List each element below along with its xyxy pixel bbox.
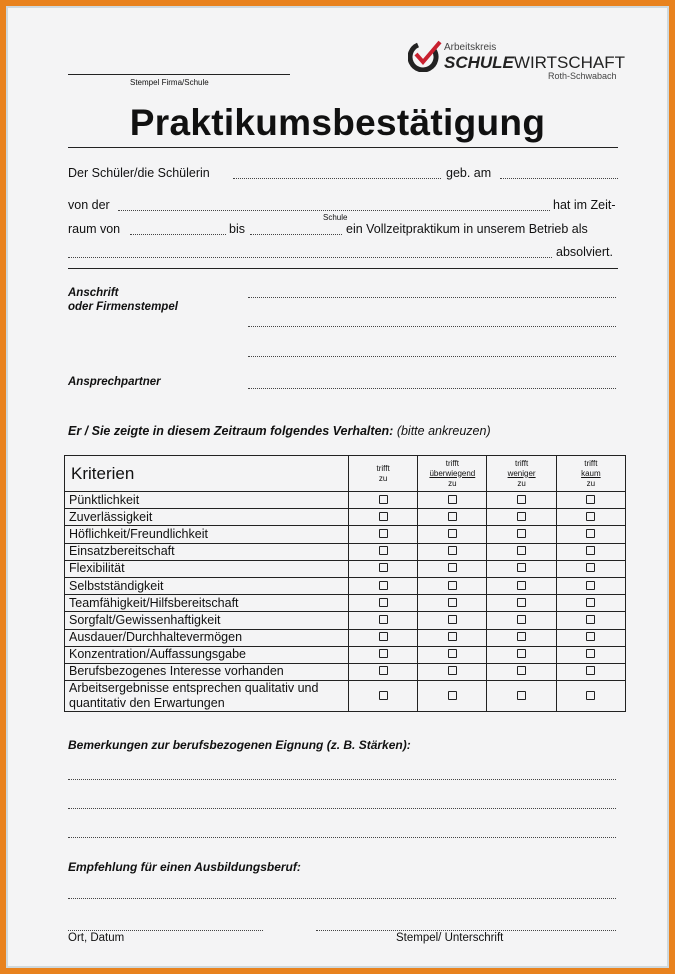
contact-label: Ansprechpartner — [68, 376, 161, 388]
checkbox[interactable] — [448, 581, 457, 590]
checkbox[interactable] — [586, 691, 595, 700]
checkbox[interactable] — [586, 495, 595, 504]
criterion-label: Zuverlässigkeit — [65, 509, 349, 526]
logo-text-2: SCHULEWIRTSCHAFT — [444, 53, 626, 72]
table-row — [65, 509, 626, 526]
table-row — [65, 612, 626, 629]
checkbox[interactable] — [517, 546, 526, 555]
rating-cell — [487, 681, 556, 712]
document-page — [6, 6, 669, 968]
checkbox[interactable] — [517, 495, 526, 504]
checkbox[interactable] — [586, 632, 595, 641]
school-field[interactable] — [118, 210, 550, 211]
criterion-label: Sorgfalt/Gewissenhaftigkeit — [65, 612, 349, 629]
rating-cell — [349, 543, 418, 560]
rating-cell — [487, 629, 556, 646]
stamp-label: Stempel Firma/Schule — [130, 78, 209, 87]
criterion-label: Höflichkeit/Freundlichkeit — [65, 526, 349, 543]
rating-cell — [349, 492, 418, 509]
rating-cell — [349, 560, 418, 577]
checkbox[interactable] — [586, 649, 595, 658]
checkbox[interactable] — [379, 563, 388, 572]
from-label: von der — [68, 198, 110, 212]
checkbox[interactable] — [379, 666, 388, 675]
remarks-field-3[interactable] — [68, 837, 616, 838]
checkbox[interactable] — [379, 581, 388, 590]
column-header-3: trifft weniger zu — [487, 456, 556, 492]
criterion-label: Ausdauer/Durchhaltevermögen — [65, 629, 349, 646]
criterion-label: Arbeitsergebnisse entsprechen qualitativ und quantitativ den Erwartungen — [65, 681, 349, 712]
rating-cell — [556, 629, 625, 646]
rating-cell — [349, 612, 418, 629]
signature-field[interactable] — [316, 930, 616, 931]
position-field[interactable] — [68, 257, 552, 258]
born-label: geb. am — [446, 166, 492, 180]
checkbox[interactable] — [379, 598, 388, 607]
table-row — [65, 492, 626, 509]
birthdate-field[interactable] — [500, 178, 618, 179]
rating-cell — [487, 543, 556, 560]
checkbox[interactable] — [379, 691, 388, 700]
rating-cell — [349, 595, 418, 612]
checkbox[interactable] — [448, 529, 457, 538]
contact-field[interactable] — [248, 388, 616, 389]
criterion-label: Berufsbezogenes Interesse vorhanden — [65, 663, 349, 680]
address-label: Anschrift oder Firmenstempel — [68, 287, 178, 313]
table-row — [65, 543, 626, 560]
rating-cell — [487, 595, 556, 612]
criterion-label: Flexibilität — [65, 560, 349, 577]
remarks-field-1[interactable] — [68, 779, 616, 780]
rating-cell — [487, 560, 556, 577]
checkbox[interactable] — [379, 495, 388, 504]
checkbox[interactable] — [586, 529, 595, 538]
rating-cell — [556, 526, 625, 543]
checkbox[interactable] — [379, 632, 388, 641]
criterion-label: Konzentration/Auffassungsgabe — [65, 646, 349, 663]
column-header-1: trifft zu — [349, 456, 418, 492]
checkbox[interactable] — [586, 546, 595, 555]
school-line — [68, 198, 618, 222]
table-row — [65, 681, 626, 712]
checkbox[interactable] — [379, 546, 388, 555]
checkbox[interactable] — [586, 615, 595, 624]
student-line — [68, 166, 618, 182]
remarks-field-2[interactable] — [68, 808, 616, 809]
rating-cell — [418, 646, 487, 663]
rating-cell — [418, 681, 487, 712]
checkbox[interactable] — [448, 546, 457, 555]
place-date-field[interactable] — [68, 930, 263, 931]
rating-cell — [349, 646, 418, 663]
table-row — [65, 663, 626, 680]
criterion-label: Pünktlichkeit — [65, 492, 349, 509]
rating-cell — [556, 612, 625, 629]
rating-cell — [418, 526, 487, 543]
rating-cell — [487, 509, 556, 526]
checkbox[interactable] — [448, 495, 457, 504]
rating-cell — [556, 595, 625, 612]
checkbox[interactable] — [448, 615, 457, 624]
checkbox[interactable] — [517, 581, 526, 590]
criteria-header: Kriterien — [65, 456, 349, 492]
checkbox[interactable] — [586, 598, 595, 607]
logo — [408, 38, 626, 88]
until-label: bis — [229, 222, 245, 236]
rating-cell — [418, 509, 487, 526]
rating-cell — [349, 577, 418, 594]
recommendation-heading: Empfehlung für einen Ausbildungsberuf: — [68, 860, 301, 874]
table-row — [65, 629, 626, 646]
checkbox[interactable] — [517, 632, 526, 641]
remarks-heading: Bemerkungen zur berufsbezogenen Eignung (z. B. Stärken): — [68, 738, 411, 752]
checkbox[interactable] — [448, 691, 457, 700]
rating-cell — [556, 543, 625, 560]
column-header-2: trifft überwiegend zu — [418, 456, 487, 492]
rating-cell — [556, 681, 625, 712]
rating-cell — [556, 492, 625, 509]
student-label: Der Schüler/die Schülerin — [68, 166, 210, 180]
address-field-3[interactable] — [248, 356, 616, 357]
rating-cell — [349, 681, 418, 712]
full-time-label: ein Vollzeitpraktikum in unserem Betrieb als — [346, 222, 588, 236]
checkmark-logo-icon — [408, 40, 444, 72]
behavior-heading: Er / Sie zeigte in diesem Zeitraum folgendes Verhalten: (bitte ankreuzen) — [68, 424, 491, 438]
rating-cell — [349, 526, 418, 543]
rating-cell — [487, 577, 556, 594]
period-from-label: raum von — [68, 222, 121, 236]
rating-cell — [418, 629, 487, 646]
rating-cell — [556, 646, 625, 663]
period-line — [68, 222, 618, 238]
table-row — [65, 595, 626, 612]
rating-cell — [487, 492, 556, 509]
table-row — [65, 577, 626, 594]
logo-text-1: Arbeitskreis — [444, 42, 497, 53]
rating-cell — [349, 509, 418, 526]
end-date-field[interactable] — [250, 234, 342, 235]
address-field-2[interactable] — [248, 326, 616, 327]
rating-cell — [418, 663, 487, 680]
checkbox[interactable] — [379, 649, 388, 658]
checkbox[interactable] — [448, 598, 457, 607]
rating-cell — [349, 663, 418, 680]
place-date-label: Ort, Datum — [68, 932, 125, 944]
rating-cell — [556, 560, 625, 577]
rating-cell — [349, 629, 418, 646]
table-row — [65, 646, 626, 663]
checkbox[interactable] — [517, 598, 526, 607]
rating-cell — [487, 612, 556, 629]
rating-cell — [556, 509, 625, 526]
position-line — [68, 245, 618, 261]
criterion-label: Teamfähigkeit/Hilfsbereitschaft — [65, 595, 349, 612]
checkbox[interactable] — [448, 632, 457, 641]
checkbox[interactable] — [448, 666, 457, 675]
rating-cell — [556, 577, 625, 594]
checkbox[interactable] — [517, 615, 526, 624]
rating-cell — [418, 543, 487, 560]
criterion-label: Selbstständigkeit — [65, 577, 349, 594]
page-title: Praktikumsbestätigung — [129, 102, 546, 143]
address-field-1[interactable] — [248, 297, 616, 298]
title-rule — [68, 147, 618, 148]
checkbox[interactable] — [586, 666, 595, 675]
rating-cell — [418, 595, 487, 612]
rating-cell — [487, 646, 556, 663]
criteria-table — [64, 455, 626, 712]
rating-cell — [418, 577, 487, 594]
recommendation-field[interactable] — [68, 898, 616, 899]
criterion-label: Einsatzbereitschaft — [65, 543, 349, 560]
checkbox[interactable] — [586, 563, 595, 572]
stamp-line — [68, 74, 290, 75]
checkbox[interactable] — [586, 512, 595, 521]
checkbox[interactable] — [517, 666, 526, 675]
rating-cell — [556, 663, 625, 680]
rating-cell — [487, 526, 556, 543]
checkbox[interactable] — [517, 529, 526, 538]
checkbox[interactable] — [517, 512, 526, 521]
completed-label: absolviert. — [556, 245, 613, 259]
checkbox[interactable] — [586, 581, 595, 590]
checkbox[interactable] — [379, 529, 388, 538]
logo-text-3: Roth-Schwabach — [548, 71, 617, 81]
rating-cell — [487, 663, 556, 680]
checkbox[interactable] — [448, 649, 457, 658]
checkbox[interactable] — [448, 512, 457, 521]
student-field[interactable] — [233, 178, 441, 179]
start-date-field[interactable] — [130, 234, 226, 235]
intro-rule — [68, 268, 618, 269]
rating-cell — [418, 560, 487, 577]
checkbox[interactable] — [517, 563, 526, 572]
table-row — [65, 526, 626, 543]
checkbox[interactable] — [379, 615, 388, 624]
checkbox[interactable] — [448, 563, 457, 572]
rating-cell — [418, 492, 487, 509]
signature-label: Stempel/ Unterschrift — [396, 932, 504, 944]
period-label: hat im Zeit- — [553, 198, 616, 212]
checkbox[interactable] — [517, 649, 526, 658]
rating-cell — [418, 612, 487, 629]
checkbox[interactable] — [517, 691, 526, 700]
checkbox[interactable] — [379, 512, 388, 521]
table-row — [65, 560, 626, 577]
school-hint: Schule — [323, 213, 348, 222]
column-header-4: trifft kaum zu — [556, 456, 625, 492]
